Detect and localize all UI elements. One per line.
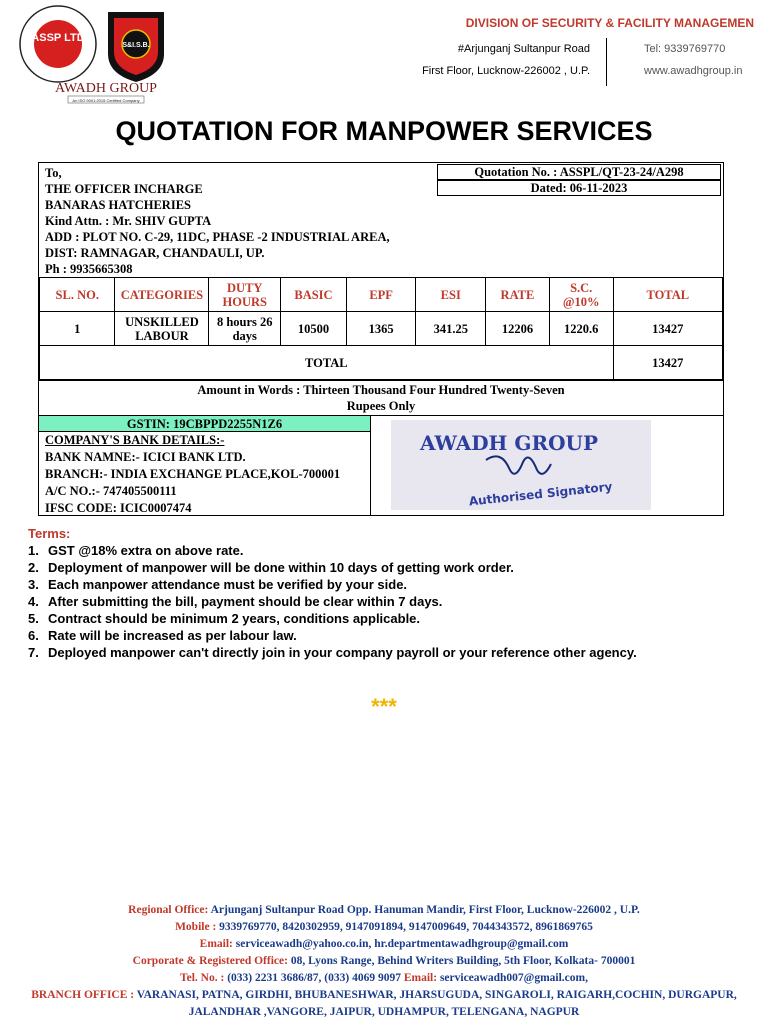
recipient-line-2: BANARAS HATCHERIES (45, 198, 191, 212)
footer-branch: BRANCH OFFICE : VARANASI, PATNA, GIRDHI, BHUBANESHWAR, JHARSUGUDA, SINGAROLI, RAIGARH,COCHIN, DURGAPUR, (31, 989, 737, 1001)
bank-details (39, 416, 371, 515)
header-contact-block (400, 16, 760, 77)
logo-left-text: ASSP LTD (31, 32, 85, 44)
terms-section (28, 526, 728, 661)
footer-tel: Tel. No. : (033) 2231 3686/87, (033) 4069 9097 Email: serviceawadh007@gmail.com, (180, 972, 588, 984)
col-basic: BASIC (281, 278, 347, 312)
iso-text: An ISO 9001:2015 Certified Company (72, 98, 140, 103)
col-rate: RATE (486, 278, 550, 312)
logo-graphic (6, 4, 196, 114)
header-contact (644, 38, 764, 82)
col-esi: ESI (416, 278, 486, 312)
bank-ifsc: IFSC CODE: ICIC0007474 (45, 501, 192, 515)
col-epf: EPF (346, 278, 416, 312)
gstin: GSTIN: 19CBPPD2255N1Z6 (39, 416, 370, 432)
header-address (400, 38, 590, 82)
quotation-date: Dated: 06-11-2023 (437, 180, 721, 196)
table-header-row (40, 278, 723, 312)
division-title: DIVISION OF SECURITY & FACILITY MANAGEMEN (465, 16, 754, 30)
recipient-address: ADD : PLOT NO. C-29, 11DC, PHASE -2 INDUSTRIAL AREA, (45, 230, 390, 244)
logo-right-text: S&I.S.B. (122, 42, 150, 49)
bank-and-signature (39, 415, 723, 515)
signature-stamp (371, 416, 723, 515)
stamp-graphic (391, 420, 651, 510)
address-line-1: #Arjunganj Sultanpur Road (457, 43, 590, 55)
group-name: AWADH GROUP (55, 81, 157, 96)
terms-list (28, 542, 728, 661)
stamp-group: AWADH GROUP (419, 431, 599, 455)
total-row (40, 346, 723, 380)
stamp-signatory: Authorised Signatory (468, 479, 613, 509)
footer-corporate: Corporate & Registered Office: 08, Lyons Range, Behind Writers Building, 5th Floor, Kolkata- 700001 (132, 955, 636, 967)
cell-basic: 10500 (281, 312, 347, 346)
recipient-phone: Ph : 9935665308 (45, 262, 133, 276)
footer-mobile: Mobile : 9339769770, 8420302959, 9147091894, 9147009649, 7044343572, 8961869765 (175, 921, 593, 933)
quotation-box (38, 162, 724, 516)
list-item: 7. Deployed manpower can't directly join in your company payroll or your reference other agency. (28, 645, 637, 660)
col-sc: S.C. @10% (549, 278, 613, 312)
list-item: 5. Contract should be minimum 2 years, conditions applicable. (28, 611, 421, 626)
cell-category: UNSKILLED LABOUR (115, 312, 209, 346)
header-divider (606, 38, 607, 86)
recipient-attn: Kind Attn. : Mr. SHIV GUPTA (45, 214, 212, 228)
cell-duty: 8 hours 26 days (209, 312, 281, 346)
header-tel: Tel: 9339769770 (644, 43, 726, 55)
list-item: 6. Rate will be increased as per labour law. (28, 628, 297, 643)
bank-heading: COMPANY'S BANK DETAILS:- (45, 433, 225, 447)
footer-regional: Regional Office: Arjunganj Sultanpur Road Opp. Hanuman Mandir, First Floor, Lucknow-226002 , U.P. (128, 904, 640, 916)
cell-epf: 1365 (346, 312, 416, 346)
decorative-stars: *** (371, 694, 397, 719)
cell-rate: 12206 (486, 312, 550, 346)
total-value: 13427 (613, 346, 722, 380)
col-sl: SL. NO. (40, 278, 115, 312)
bank-ac: A/C NO.:- 747405500111 (45, 484, 177, 498)
bank-name: BANK NAMNE:- ICICI BANK LTD. (45, 450, 246, 464)
quotation-number: Quotation No. : ASSPL/QT-23-24/A298 (437, 164, 721, 180)
company-logo (6, 4, 196, 114)
bank-branch: BRANCH:- INDIA EXCHANGE PLACE,KOL-700001 (45, 467, 341, 481)
cell-esi: 341.25 (416, 312, 486, 346)
list-item: 1. GST @18% extra on above rate. (28, 543, 244, 558)
page-title: QUOTATION FOR MANPOWER SERVICES (115, 116, 653, 146)
rate-table (39, 277, 723, 380)
to-label: To, (45, 166, 62, 180)
footer-branch-2: JALANDHAR ,VANGORE, JAIPUR, UDHAMPUR, TELENGANA, NAGPUR (188, 1006, 580, 1018)
terms-title: Terms: (28, 526, 71, 541)
amount-in-words: Amount in Words : Thirteen Thousand Four Hundred Twenty-Seven Rupees Only (39, 380, 723, 415)
col-duty-hours: DUTY HOURS (209, 278, 281, 312)
col-total: TOTAL (613, 278, 722, 312)
cell-total: 13427 (613, 312, 722, 346)
recipient-block (39, 163, 723, 277)
recipient-dist: DIST: RAMNAGAR, CHANDAULI, UP. (45, 246, 265, 260)
list-item: 2. Deployment of manpower will be done within 10 days of getting work order. (28, 560, 514, 575)
total-label: TOTAL (40, 346, 614, 380)
header-website[interactable]: www.awadhgroup.in (644, 65, 743, 77)
list-item: 3. Each manpower attendance must be verified by your side. (28, 577, 408, 592)
footer-email: Email: serviceawadh@yahoo.co.in, hr.departmentawadhgroup@gmail.com (199, 938, 569, 950)
col-categories: CATEGORIES (115, 278, 209, 312)
page-footer (0, 902, 768, 1021)
recipient-line-1: THE OFFICER INCHARGE (45, 182, 203, 196)
cell-sl: 1 (40, 312, 115, 346)
list-item: 4. After submitting the bill, payment should be clear within 7 days. (28, 594, 443, 609)
cell-sc: 1220.6 (549, 312, 613, 346)
table-row (40, 312, 723, 346)
address-line-2: First Floor, Lucknow-226002 , U.P. (422, 65, 590, 77)
